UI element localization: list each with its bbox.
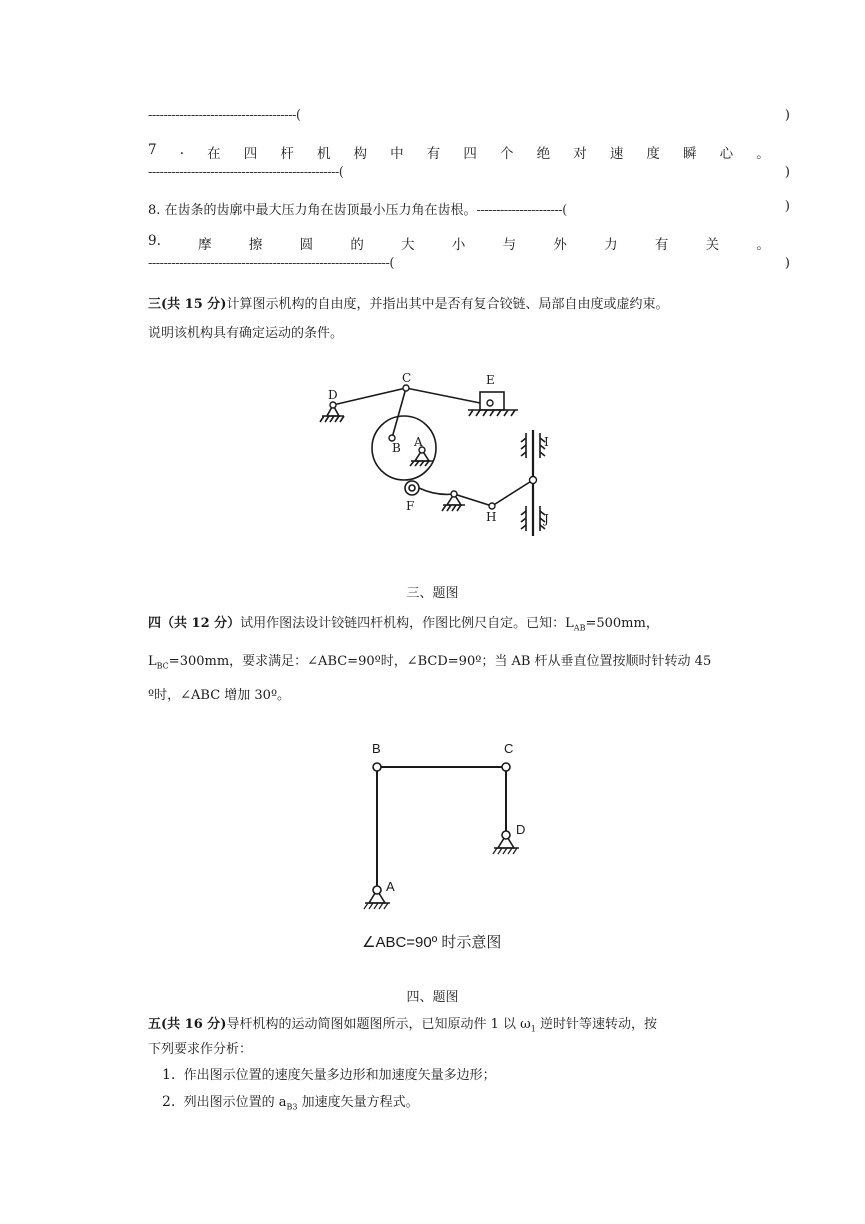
q9-statement bbox=[148, 233, 770, 253]
section3-caption: 三、题图 bbox=[406, 586, 459, 601]
label-B4: B bbox=[372, 741, 381, 756]
section3-text1: 计算图示机构的自由度，并指出其中是否有复合铰链、局部自由度或虚约束。 bbox=[226, 297, 669, 312]
q9-char: 擦 bbox=[248, 237, 263, 253]
section4-text2b: =300mm，要求满足：∠ABC=90º时，∠BCD=90º；当 AB 杆从垂直位置按顺时针转动 45 bbox=[168, 654, 712, 669]
q7-char: 机 bbox=[316, 146, 331, 162]
q7-char: 构 bbox=[353, 146, 368, 162]
section4-text1a: 试用作图法设计铰链四杆机构，作图比例尺自定。已知：L bbox=[240, 616, 574, 631]
q7-char: 杆 bbox=[280, 146, 294, 162]
q7-char: 速 bbox=[609, 146, 624, 162]
section5-text1a: 导杆机构的运动简图如题图所示，已知原动件 1 以 ω bbox=[226, 1017, 531, 1032]
q7-char: 瞬 bbox=[683, 146, 697, 162]
section4-caption: 四、题图 bbox=[406, 990, 459, 1005]
q8-row bbox=[148, 199, 790, 218]
q8-close: ) bbox=[784, 199, 790, 214]
q9-char: 9. bbox=[148, 233, 161, 249]
label-C: C bbox=[402, 371, 412, 385]
q9-char: 。 bbox=[756, 237, 770, 253]
q7-char: 个 bbox=[499, 146, 514, 162]
q9-char: 有 bbox=[654, 237, 669, 253]
label-B: B bbox=[392, 441, 401, 455]
q6-row bbox=[148, 108, 790, 123]
q9-close: ) bbox=[784, 256, 790, 271]
q7-close: ) bbox=[784, 165, 790, 180]
q8-dashes: ----------------------( bbox=[476, 203, 567, 218]
label-J: J bbox=[544, 512, 549, 526]
section4-text3: º时，∠ABC 增加 30º。 bbox=[148, 688, 291, 703]
q6-close: ) bbox=[784, 108, 790, 123]
q7-char: 中 bbox=[390, 146, 404, 162]
label-D: D bbox=[328, 388, 338, 402]
q9-char: 与 bbox=[502, 237, 517, 253]
item-1-text: 作出图示位置的速度矢量多边形和加速度矢量多边形； bbox=[183, 1068, 496, 1083]
section5-text1b: 逆时针等速转动，按 bbox=[535, 1017, 657, 1032]
section3-text2: 说明该机构具有确定运动的条件。 bbox=[148, 326, 344, 341]
section3-heading: 三(共 15 分) bbox=[148, 297, 227, 312]
label-F: F bbox=[406, 499, 415, 513]
section4-line1 bbox=[148, 612, 659, 633]
section5-item-2 bbox=[162, 1091, 419, 1112]
q9-char: 摩 bbox=[198, 237, 212, 253]
q7-char: 。 bbox=[756, 146, 770, 162]
label-A4: A bbox=[386, 879, 395, 894]
q9-row bbox=[148, 256, 790, 271]
label-D4: D bbox=[516, 822, 526, 837]
label-H: H bbox=[486, 510, 497, 524]
q7-char: 在 bbox=[207, 146, 221, 162]
q6-dashes: --------------------------------------( bbox=[148, 108, 301, 123]
q7-char: 度 bbox=[646, 146, 660, 162]
q9-char: 外 bbox=[553, 237, 567, 253]
q9-char: 大 bbox=[401, 237, 415, 253]
section4-text1b: =500mm， bbox=[585, 616, 659, 631]
label-E: E bbox=[486, 373, 495, 387]
section3-line1 bbox=[148, 293, 668, 312]
section5-text1sub: 1 bbox=[530, 1024, 536, 1034]
q9-char: 的 bbox=[350, 237, 364, 253]
label-A: A bbox=[414, 435, 423, 449]
section4-text1sub: AB bbox=[573, 623, 586, 633]
q9-dashes: --------------------------------------------------------------( bbox=[148, 256, 394, 271]
item-2-sub: B3 bbox=[286, 1102, 298, 1112]
label-C4: C bbox=[504, 741, 514, 756]
section4-text2a: L bbox=[148, 654, 157, 669]
section4-text2sub: BC bbox=[156, 661, 169, 671]
q7-char: . bbox=[179, 142, 184, 158]
section5-heading: 五(共 16 分) bbox=[148, 1017, 227, 1032]
q7-dashes: -------------------------------------------------( bbox=[148, 165, 344, 180]
q7-char: 有 bbox=[426, 146, 441, 162]
q9-char: 关 bbox=[705, 237, 720, 253]
section5-item-1 bbox=[162, 1064, 496, 1083]
section5-line1 bbox=[148, 1013, 657, 1034]
item-1-number: 1. bbox=[162, 1067, 176, 1083]
q8-text: 8. 在齿条的齿廓中最大压力角在齿顶最小压力角在齿根。 bbox=[148, 203, 477, 218]
q7-number: 7 bbox=[148, 142, 157, 158]
section4-figure-caption: ∠ABC=90º 时示意图 bbox=[362, 934, 502, 951]
q7-char: 心 bbox=[719, 146, 734, 162]
q7-char: 对 bbox=[573, 146, 587, 162]
section5-text2: 下列要求作分析： bbox=[148, 1042, 253, 1057]
q7-char: 四 bbox=[243, 146, 258, 162]
q7-char: 绝 bbox=[536, 146, 551, 162]
q9-char: 小 bbox=[451, 237, 466, 253]
q7-row bbox=[148, 165, 790, 180]
item-2-text: 列出图示位置的 a bbox=[183, 1095, 287, 1110]
section4-heading: 四（共 12 分） bbox=[148, 616, 241, 631]
q7-char: 四 bbox=[463, 146, 477, 162]
section3-mechanism-figure bbox=[318, 368, 558, 538]
q9-char: 圆 bbox=[299, 237, 314, 253]
item-2-tail: 加速度矢量方程式。 bbox=[297, 1095, 419, 1110]
label-I: I bbox=[544, 435, 549, 449]
q7-statement bbox=[148, 142, 770, 162]
q9-char: 力 bbox=[604, 237, 618, 253]
item-2-number: 2. bbox=[162, 1094, 176, 1110]
section4-line2 bbox=[148, 650, 711, 671]
